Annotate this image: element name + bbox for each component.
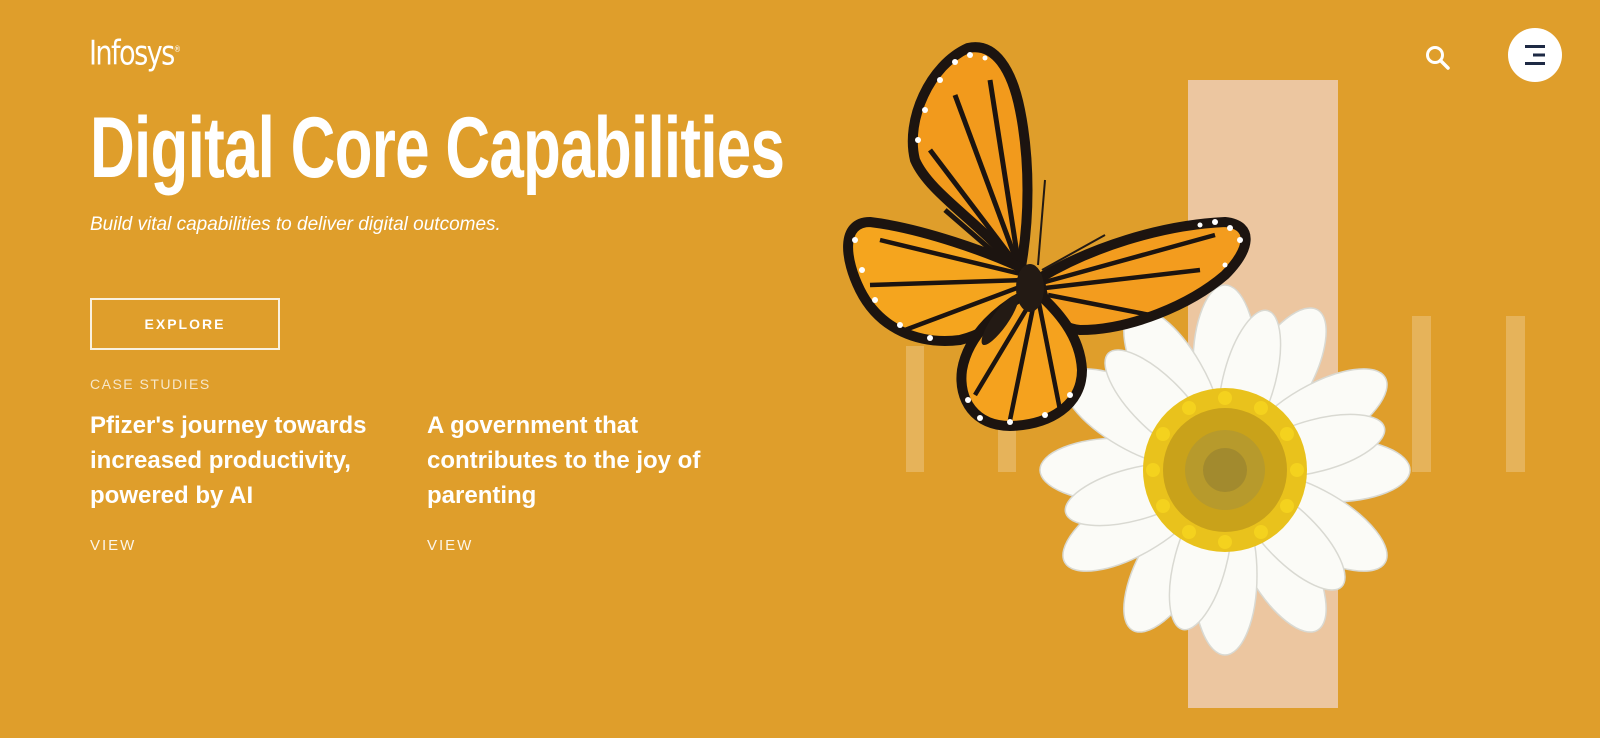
infosys-logo[interactable] <box>89 30 181 73</box>
menu-button[interactable] <box>1508 28 1562 82</box>
logo-text: Infosys <box>89 33 174 74</box>
case-study-card <box>427 408 717 555</box>
case-study-title[interactable]: Pfizer's journey towards increased productivity, powered by AI <box>90 412 367 509</box>
case-studies-label: CASE STUDIES <box>90 376 211 392</box>
case-study-view-link[interactable]: VIEW <box>427 537 474 554</box>
case-study-view-link[interactable]: VIEW <box>90 537 137 554</box>
page-title: Digital Core Capabilities <box>90 100 785 196</box>
case-study-title[interactable]: A government that contributes to the joy of parenting <box>427 412 701 509</box>
daisy-flower-image <box>1040 285 1410 655</box>
hero-subtitle: Build vital capabilities to deliver digital outcomes. <box>90 214 501 235</box>
case-study-card <box>90 408 390 555</box>
search-icon[interactable] <box>1424 44 1452 72</box>
registered-mark: ® <box>173 45 181 55</box>
explore-button[interactable]: EXPLORE <box>90 298 280 350</box>
menu-icon <box>1523 44 1547 66</box>
